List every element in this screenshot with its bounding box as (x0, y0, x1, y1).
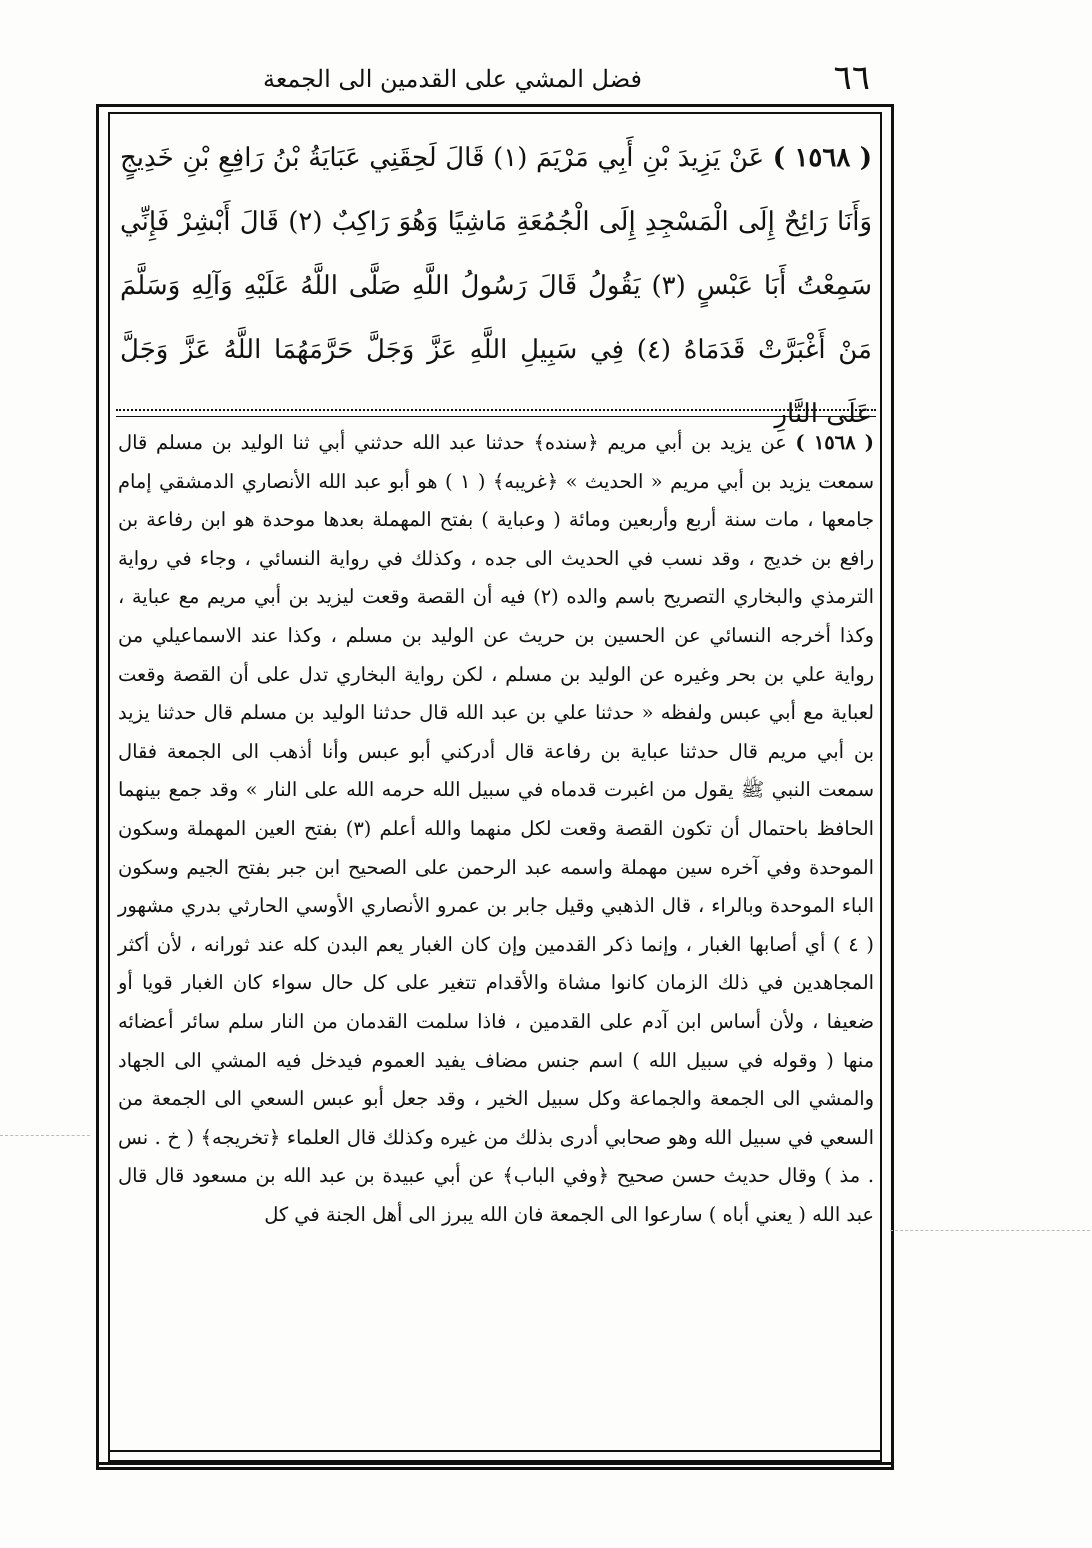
page-number: ٦٦ (833, 58, 870, 98)
bottom-frame-rule-outer (96, 1462, 894, 1465)
running-title: فضل المشي على القدمين الى الجمعة (262, 65, 642, 93)
commentary-block (118, 424, 874, 1446)
commentary-text: عن يزيد بن أبي مريم ﴿سنده﴾ حدثنا عبد الله حدثني أبي ثنا الوليد بن مسلم قال سمعت يزيد بن أبي مريم « الحديث » ﴿غريبه﴾ ( ١ ) هو أبو عبد الله الأنصاري الدمشقي إمام جامعها ، مات سنة أربع وأربعين ومائة ( وعباية ) بفتح المهملة بعدها موحدة هو ابن رفاعة بن رافع بن خديج ، وقد نسب في الحديث الى جده ، وكذلك في رواية النسائي ، وجاء في رواية الترمذي والبخاري التصريح باسم والده (٢) فيه أن القصة وقعت ليزيد بن أبي مريم مع عباية ، وكذا أخرجه النسائي عن الحسين بن حريث عن الوليد بن مسلم ، وكذا عند الاسماعيلي من رواية علي بن بحر وغيره عن الوليد بن مسلم ، لكن رواية البخاري تدل على أن القصة وقعت لعباية مع أبي عبس ولفظه « حدثنا علي بن عبد الله قال حدثنا الوليد بن مسلم قال حدثنا يزيد بن أبي مريم قال حدثنا عباية بن رفاعة قال أدركني أبو عبس وأنا أذهب الى الجمعة فقال سمعت النبي ﷺ يقول من اغبرت قدماه في سبيل الله حرمه الله على النار » وقد جمع بينهما الحافظ باحتمال أن تكون القصة وقعت لكل منهما والله أعلم (٣) بفتح العين المهملة وسكون الموحدة وفي آخره سين مهملة واسمه عبد الرحمن على الصحيح ابن جبر بفتح الجيم وسكون الباء الموحدة وبالراء ، قال الذهبي وقيل جابر بن عمرو الأنصاري الأوسي الحارثي بدري مشهور ( ٤ ) أي أصابها الغبار ، وإنما ذكر القدمين وإن كان الغبار يعم البدن كله عند ثورانه ، لأن أكثر المجاهدين في ذلك الزمان كانوا مشاة والأقدام تتغير على كل حال سواء كان الغبار قويا أو ضعيفا ، ولأن أساس ابن آدم على القدمين ، فاذا سلمت القدمان من النار سلم سائر أعضائه منها ( وقوله في سبيل الله ) اسم جنس مضاف يفيد العموم فيدخل فيه المشي الى الجهاد والمشي الى الجمعة والجماعة وكل سبيل الخير ، وقد جعل أبو عبس السعي الى الجمعة من السعي في سبيل الله وهو صحابي أدرى بذلك من غيره وكذلك قال العلماء ﴿تخريجه﴾ ( خ . نس . مذ ) وقال حديث حسن صحيح ﴿وفي الباب﴾ عن أبي عبيدة بن عبد الله بن مسعود قال قال عبد الله ( يعني أباه ) سارعوا الى الجمعة فان الله يبرز الى أهل الجنة في كل (118, 431, 875, 1226)
hadith-text-block (120, 126, 873, 429)
page-header (262, 58, 870, 98)
scan-artifact-right (890, 1230, 1090, 1231)
hadith-number: ( ١٥٦٨ ) (772, 143, 873, 173)
section-divider-dotted (116, 409, 876, 411)
section-divider-line (116, 416, 876, 417)
scan-artifact-left (0, 1135, 90, 1136)
hadith-text: عَنْ يَزِيدَ بْنِ أَبِي مَرْيَمَ (١) قَالَ لَحِقَنِي عَبَايَةُ بْنُ رَافِعِ بْنِ خَدِيجٍ وَأَنَا رَائِحٌ إِلَى الْمَسْجِدِ إِلَى الْجُمُعَةِ مَاشِيًا وَهُوَ رَاكِبٌ (٢) قَالَ أَبْشِرْ فَإِنِّي سَمِعْتُ أَبَا عَبْسٍ (٣) يَقُولُ قَالَ رَسُولُ اللَّهِ صَلَّى اللَّهُ عَلَيْهِ وَآلِهِ وَسَلَّمَ مَنْ أَغْبَرَّتْ قَدَمَاهُ (٤) فِي سَبِيلِ اللَّهِ عَزَّ وَجَلَّ حَرَّمَهُمَا اللَّهُ عَزَّ وَجَلَّ عَلَى النَّارِ (120, 143, 872, 429)
bottom-frame-rule-inner (108, 1450, 882, 1452)
commentary-number: ( ١٥٦٨ ) (795, 431, 874, 454)
